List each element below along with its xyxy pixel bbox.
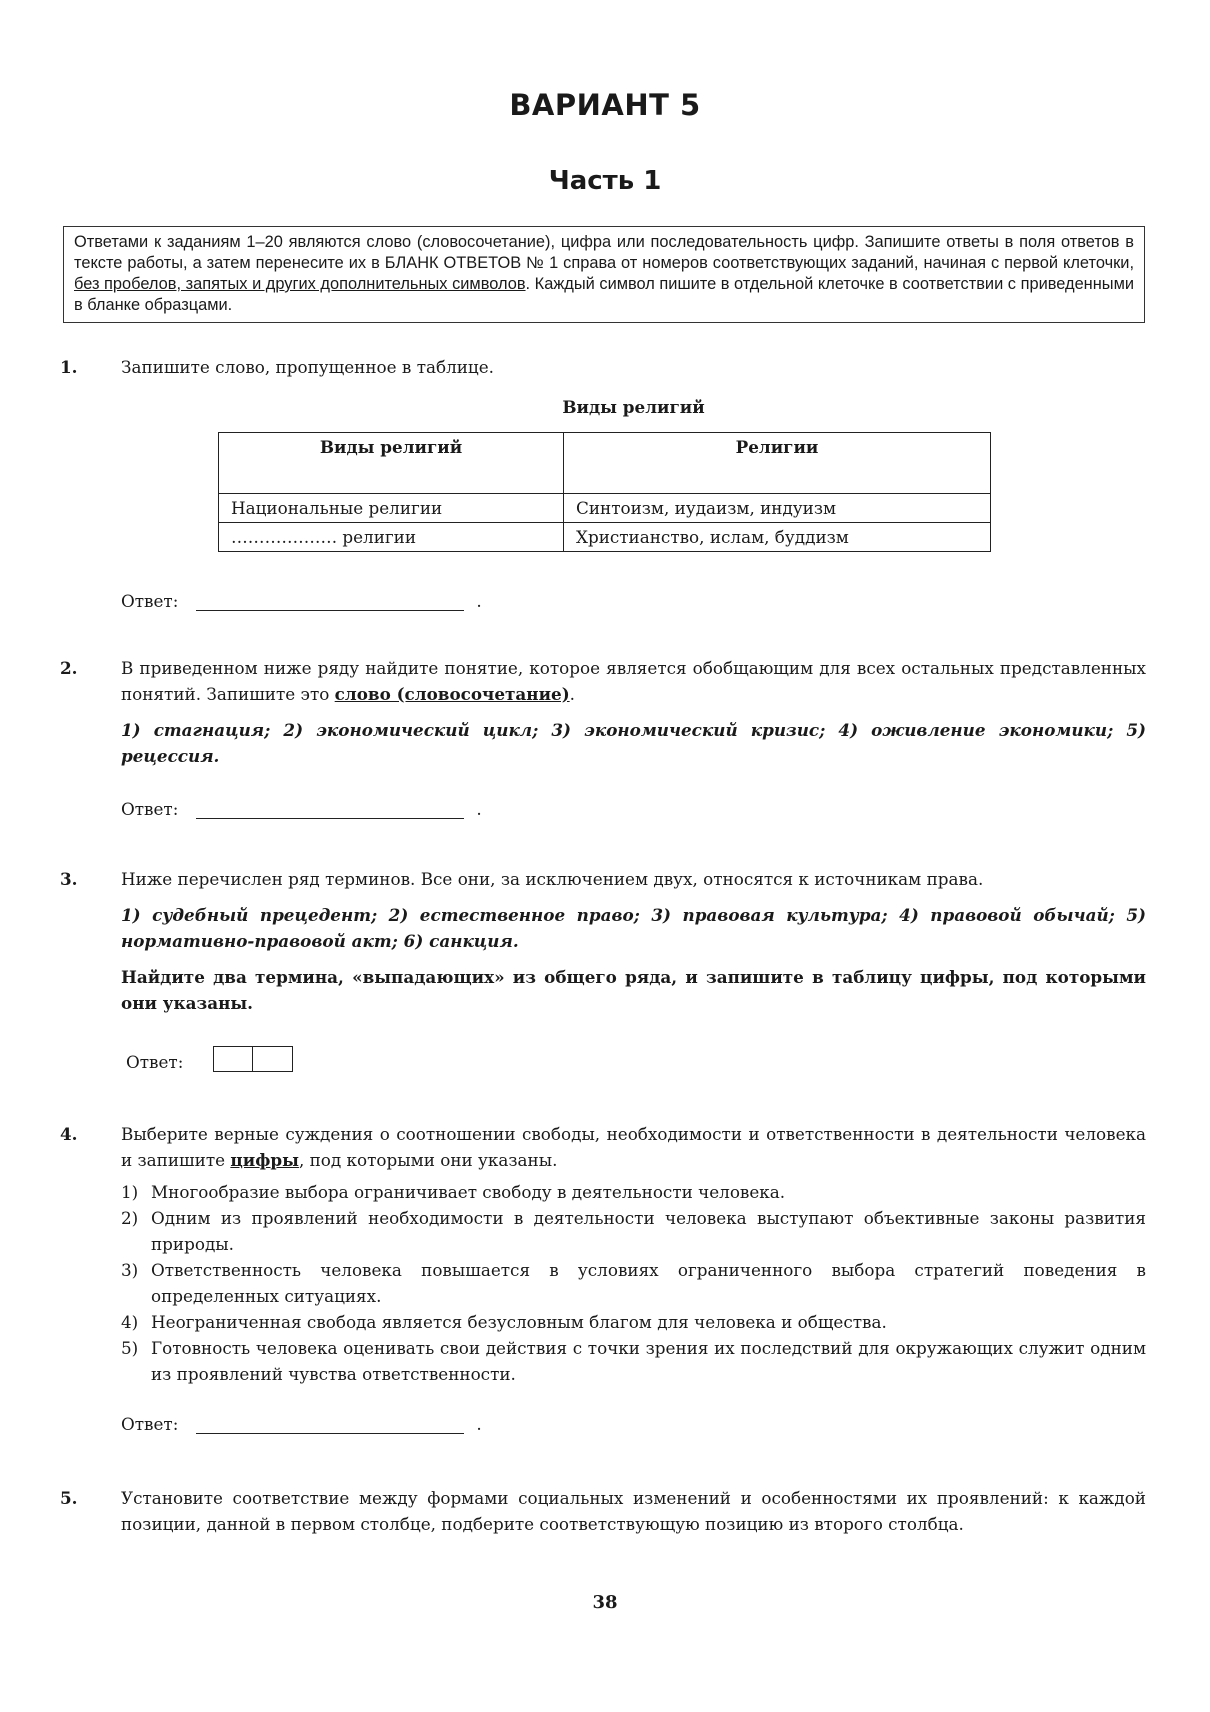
answer-label: Ответ: [126,1052,184,1072]
table-row [219,523,991,552]
table-cell-missing: ………………. религии [219,523,564,552]
list-item-text: Ответственность человека повышается в условиях ограниченного выбора стратегий поведения в определенных ситуациях. [151,1260,1146,1306]
task-text: Ниже перечислен ряд терминов. Все они, за исключением двух, относятся к источникам права. [121,869,984,889]
task-options: 1) стагнация; 2) экономический цикл; 3) экономический кризис; 4) оживление экономики; 5) рецессия. [121,720,1146,766]
variant-title: ВАРИАНТ 5 [509,88,701,122]
table-header-cell: Религии [564,433,991,494]
answer-boxes [213,1046,293,1072]
task-number: 2. [60,658,78,678]
answer-dot: . [476,1414,482,1434]
task-text: Установите соответствие между формами социальных изменений и особенностями их проявлений: к каждой позиции, данной в первом столбце, подберите соответствующую позицию из второго столбца. [121,1488,1146,1534]
religions-table [218,432,991,552]
task-text-emphasis: цифры [230,1150,299,1170]
task-number: 1. [60,357,78,377]
table-header-row [219,433,991,494]
list-item-number: 3) [121,1260,139,1280]
table-cell: Национальные религии [219,494,564,523]
task-text [121,655,1146,707]
task-text-start: Выберите верные суждения о соотношении свободы, необходимости и ответственности в деятельности человека и запишите [121,1124,1146,1170]
list-item-text: Готовность человека оценивать свои действия с точки зрения их последствий для окружающих служит одним из проявлений чувства ответственности. [151,1338,1146,1384]
answer-label: Ответ: [121,1414,179,1434]
list-item-number: 4) [121,1312,139,1332]
answer-box-2[interactable] [253,1046,293,1072]
list-item-number: 5) [121,1338,139,1358]
answer-row-2 [121,798,482,819]
task-text-start: В приведенном ниже ряду найдите понятие, которое является обобщающим для всех остальных представленных понятий. Запишите это [121,658,1146,704]
task-number: 5. [60,1488,78,1508]
answer-dot: . [476,591,482,611]
list-item [121,1309,1146,1335]
answer-field-4[interactable] [196,1413,464,1434]
list-item-text: Неограниченная свобода является безусловным благом для человека и общества. [151,1312,887,1332]
list-item [121,1205,1146,1257]
table-header-cell: Виды религий [219,433,564,494]
table-row [219,494,991,523]
task-number: 4. [60,1124,78,1144]
answer-row-4 [121,1413,482,1434]
page-number: 38 [592,1592,618,1613]
instructions-text: Ответами к заданиям 1–20 являются слово (словосочетание), цифра или последовательность цифр. Запишите ответы в поля ответов в тексте работы, а затем перенесите их в БЛАНК ОТВЕТОВ № 1 справа от номеров соответствующих заданий, начиная с первой клеточки, [74,233,1134,272]
list-item-number: 1) [121,1182,139,1202]
task-number: 3. [60,869,78,889]
task-options: 1) судебный прецедент; 2) естественное право; 3) правовая культура; 4) правовой обычай; 5) нормативно-правовой акт; 6) санкция. [121,905,1146,951]
list-item-text: Одним из проявлений необходимости в деятельности человека выступают объективные законы развития природы. [151,1208,1146,1254]
task-text-end: . [569,684,575,704]
table-cell: Христианство, ислам, буддизм [564,523,991,552]
answer-label: Ответ: [121,799,179,819]
list-item [121,1179,1146,1205]
answer-dot: . [476,799,482,819]
answer-field-1[interactable] [196,590,464,611]
list-item [121,1257,1146,1309]
list-item [121,1335,1146,1387]
table-caption: Виды религий [562,397,705,417]
instructions-underlined: без пробелов, запятых и других дополнительных символов [74,275,526,293]
instructions-box [63,226,1145,323]
answer-field-2[interactable] [196,798,464,819]
task-text [121,1121,1146,1173]
answer-label: Ответ: [121,591,179,611]
list-item-text: Многообразие выбора ограничивает свободу в деятельности человека. [151,1182,786,1202]
instructions-text-end: . Каждый символ пишите в отдельной клеточке в соответствии с приведенными в бланке образцами. [74,275,1134,314]
task-instruction: Найдите два термина, «выпадающих» из общего ряда, и запишите в таблицу цифры, под которыми они указаны. [121,967,1146,1013]
part-title: Часть 1 [548,166,662,196]
table-cell: Синтоизм, иудаизм, индуизм [564,494,991,523]
answer-row-3 [126,1046,293,1072]
list-item-number: 2) [121,1208,139,1228]
task-text-end: , под которыми они указаны. [298,1150,558,1170]
judgement-list [121,1179,1146,1387]
answer-row-1 [121,590,482,611]
task-text: Запишите слово, пропущенное в таблице. [121,357,494,377]
answer-box-1[interactable] [213,1046,253,1072]
task-text-emphasis: слово (словосочетание) [334,684,570,704]
